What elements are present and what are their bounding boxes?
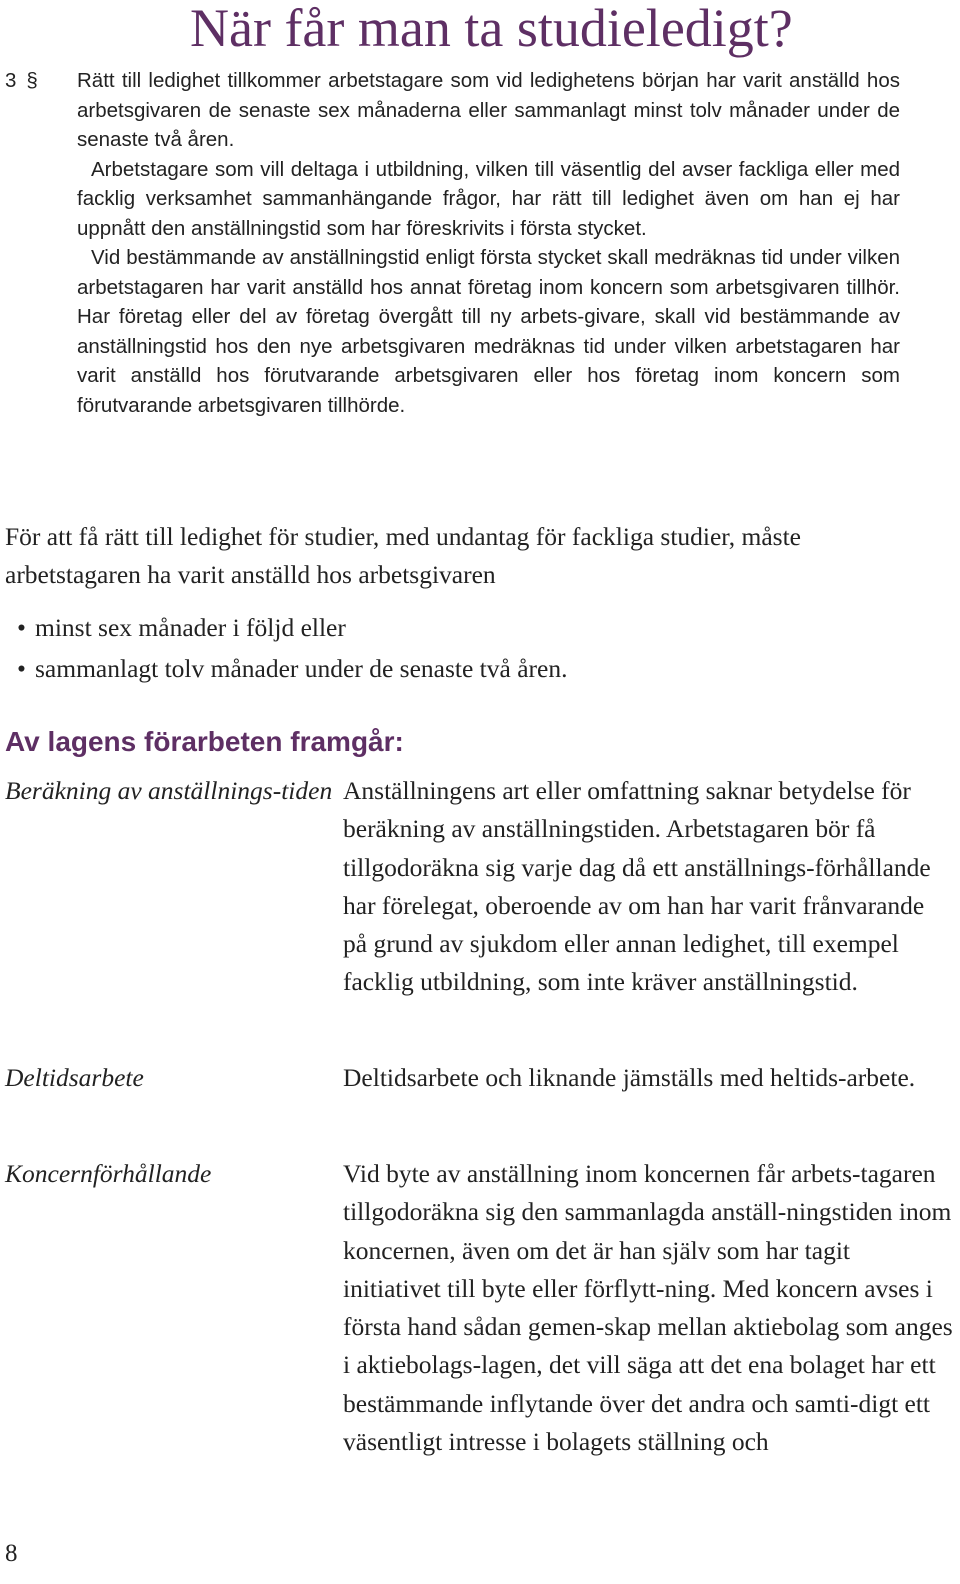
list-item (5, 607, 905, 648)
law-paragraph: Arbetstagare som vill deltaga i utbildning, vilken till väsentlig del avser fackliga eller med facklig verksamhet sammanhängande frågor, har rätt till ledighet även om han ej har uppnått den anställningstid som har föreskrivits i första stycket. (77, 157, 900, 240)
term-label: Koncernförhållande (5, 1159, 212, 1188)
intro-paragraph: För att få rätt till ledighet för studier, med undantag för fackliga studier, måste arbetstagaren ha varit anställd hos arbetsgivaren (5, 522, 802, 589)
section-number: 3 (5, 69, 17, 92)
term-label: Beräkning av anställnings-tiden (5, 776, 333, 805)
law-text (0, 66, 900, 420)
section-heading: Av lagens förarbeten framgår: (5, 726, 404, 757)
law-paragraph (0, 66, 900, 155)
page-number: 8 (5, 1540, 18, 1567)
page-title: När får man ta studieledigt? (190, 0, 793, 58)
term-description: Vid byte av anställning inom koncernen får arbets-tagaren tillgodoräkna sig den sammanlagda anställ-ningstiden inom koncernen, även om det är han själv som har tagit initiativet till byte eller förflytt-ning. Med koncern avses i första hand sådan gemen-skap mellan aktiebolag som anges i aktiebolags-lagen, det vill säga att det ena bolaget har ett bestämmande inflytande över det andra och samti-digt ett väsentligt intresse i bolagets ställning och (343, 1159, 953, 1457)
bullet-icon: • (17, 613, 26, 642)
section-symbol: § (26, 69, 38, 92)
term-label: Deltidsarbete (5, 1063, 144, 1092)
term-description: Deltidsarbete och liknande jämställs med heltids-arbete. (343, 1063, 916, 1092)
list-item (5, 648, 905, 689)
requirement-list (5, 607, 905, 689)
term-description: Anställningens art eller omfattning saknar betydelse för beräkning av anställningstiden. Arbetstagaren bör få tillgodoräkna sig varje dag då ett anställnings-förhållande har förelegat, oberoende av om han har varit frånvarande på grund av sjukdom eller annan ledighet, till exempel facklig utbildning, som inte kräver anställningstid. (343, 776, 931, 997)
bullet-icon: • (17, 654, 26, 683)
law-paragraph-text: Rätt till ledighet tillkommer arbetstagare som vid ledighetens början har varit anställd hos arbetsgivaren de senaste sex månaderna eller sammanlagt minst tolv månader under de senaste två åren. (77, 69, 900, 151)
law-paragraph: Vid bestämmande av anställningstid enligt första stycket skall medräknas tid under vilken arbetstagaren har varit anställd hos annat företag inom koncern som arbetsgivaren tillhör. Har företag eller del av företag övergått till ny arbets-givare, skall vid bestämmande av anställningstid hos den nye arbetsgivaren medräknas tid under vilken arbetstagaren har varit anställd hos förutvarande arbetsgivaren eller hos företag inom koncern som förutvarande arbetsgivaren tillhörde. (77, 246, 900, 417)
list-item-text: sammanlagt tolv månader under de senaste två åren. (35, 654, 568, 683)
section-marker (5, 66, 38, 96)
list-item-text: minst sex månader i följd eller (35, 613, 346, 642)
